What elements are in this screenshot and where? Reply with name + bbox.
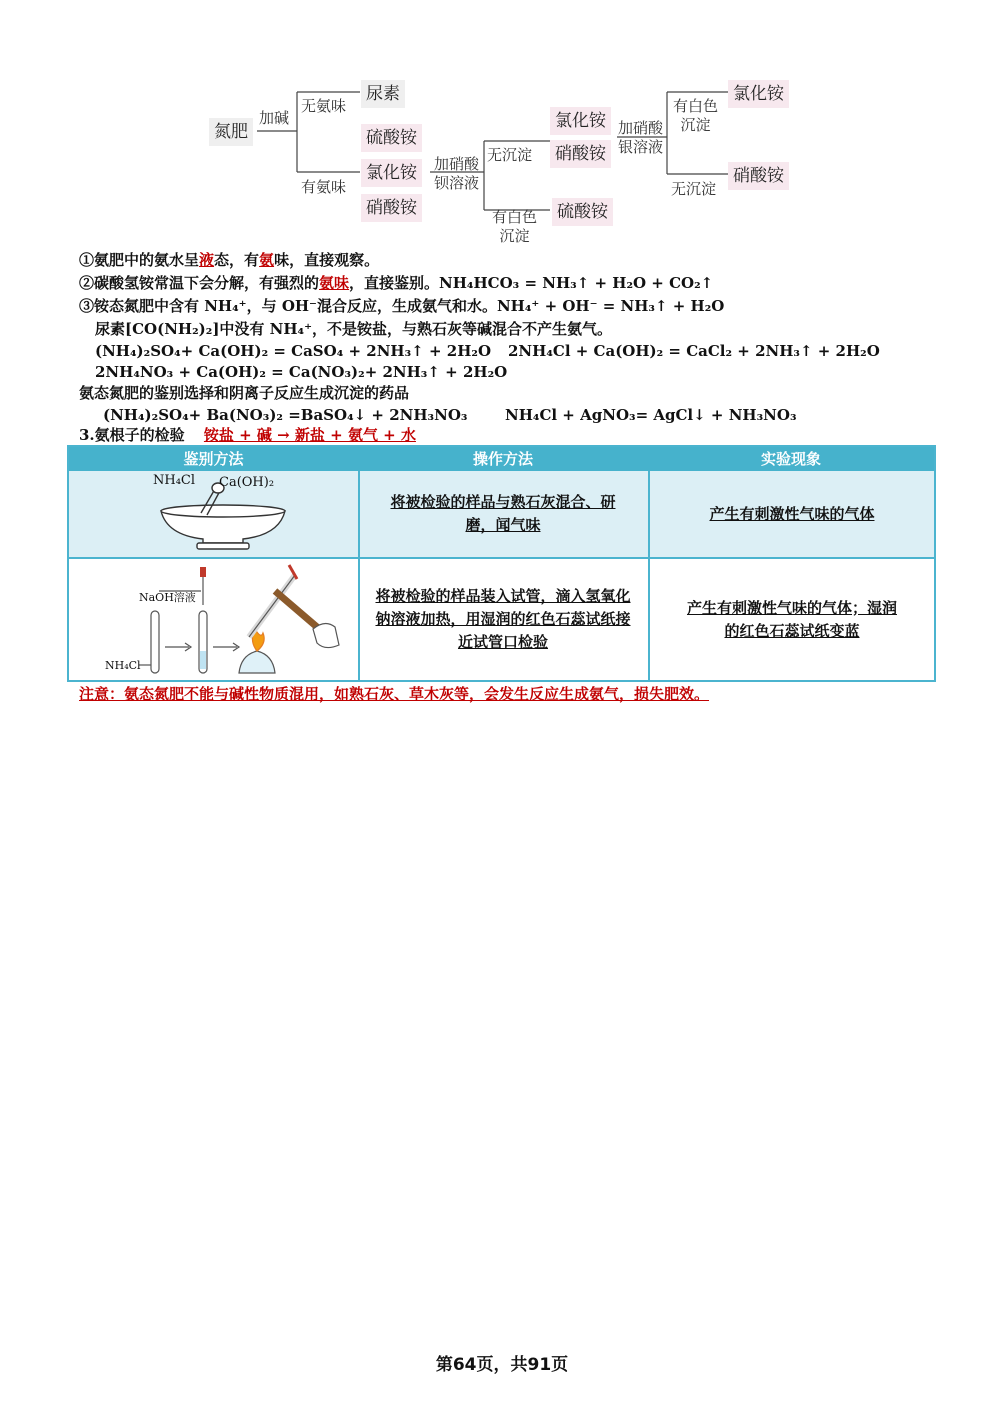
line2-highlight: 氨味: [319, 274, 350, 292]
text-line-8a: (NH₄)₂SO₄+ Ba(NO₃)₂ =BaSO₄↓ + 2NH₃NO₃: [103, 406, 468, 424]
text-line-7: 氨态氮肥的鉴别选择和阴离子反应生成沉淀的药品: [79, 384, 410, 402]
line1-highlight-liquid: 液: [199, 251, 215, 269]
flow-add-bano3: [434, 155, 479, 193]
identification-table: [67, 445, 936, 682]
flow-add-agno3-line2: 银溶液: [618, 138, 664, 156]
flow-chloride-2: 氯化铵: [550, 107, 611, 135]
table-header-phenomenon: 实验现象: [760, 450, 821, 468]
mortar-label-nh4cl: NH₄Cl: [153, 473, 196, 488]
text-line-8b: NH₄Cl + AgNO₃= AgCl↓ + NH₃NO₃: [505, 406, 797, 424]
row2-operation-text: 将被检验的样品装入试管，滴入氢氧化钠溶液加热，用湿润的红色石蕊试纸接近试管口检验: [375, 587, 631, 651]
row2-phenomenon: [650, 559, 934, 680]
row1-phenomenon: [650, 471, 934, 557]
flow-chloride-3: 氯化铵: [728, 80, 789, 108]
line1-part-a: ①氨肥中的氨水呈: [79, 251, 200, 269]
line9-heading: 3.氨根子的检验: [79, 426, 185, 444]
test-tube-apparatus-image: [99, 561, 349, 679]
apparatus-label-nh4cl: NH₄Cl: [105, 659, 141, 672]
text-line-5b: 2NH₄Cl + Ca(OH)₂ = CaCl₂ + 2NH₃↑ + 2H₂O: [508, 342, 880, 360]
text-line-5a: (NH₄)₂SO₄+ Ca(OH)₂ = CaSO₄ + 2NH₃↑ + 2H₂O: [95, 342, 492, 360]
table-header-method: 鉴别方法: [183, 450, 244, 468]
line1-part-e: 味，直接观察。: [274, 251, 380, 269]
text-line-4: 尿素[CO(NH₂)₂]中没有 NH₄⁺，不是铵盐，与熟石灰等碱混合不产生氨气。: [95, 320, 613, 338]
text-line-9: [79, 425, 416, 445]
mortar-pestle-image: [143, 473, 303, 555]
table-divider-1: [358, 471, 360, 680]
table-header-operation: 操作方法: [472, 450, 533, 468]
flow-chloride-1: 氯化铵: [361, 159, 422, 187]
row1-operation-text: 将被检验的样品与熟石灰混合、研磨，闻气味: [390, 493, 616, 534]
flow-nitrate-1: 硝酸铵: [361, 194, 422, 222]
row1-phenomenon-text: 产生有刺激性气味的气体: [709, 504, 875, 523]
flow-sulfate-2: 硫酸铵: [552, 198, 613, 226]
line9-reaction-summary: 铵盐 + 碱 → 新盐 + 氨气 + 水: [203, 426, 416, 444]
flow-white-ppt-2-line1: 有白色: [673, 97, 719, 115]
apparatus-label-naoh: NaOH溶液: [139, 591, 196, 604]
flow-urea: 尿素: [361, 80, 405, 108]
row2-phenomenon-text: 产生有刺激性气味的气体；湿润的红色石蕊试纸变蓝: [686, 598, 897, 640]
flow-white-ppt-2-line2: 沉淀: [680, 116, 711, 134]
flow-no-ppt-1: 无沉淀: [487, 146, 533, 164]
text-line-3: ③铵态氮肥中含有 NH₄⁺，与 OH⁻混合反应，生成氨气和水。NH₄⁺ + OH⁻ = NH₃↑ + H₂O: [79, 297, 725, 315]
text-line-2: [79, 273, 713, 293]
flow-add-base: 加碱: [259, 109, 290, 127]
mortar-label-caoh2: Ca(OH)₂: [219, 475, 275, 490]
flow-root: 氮肥: [209, 118, 253, 146]
table-header: [69, 447, 934, 471]
flow-white-ppt-1-line2: 沉淀: [499, 227, 530, 245]
flow-add-bano3-line2: 钡溶液: [434, 174, 480, 192]
flow-no-ppt-2: 无沉淀: [671, 180, 717, 198]
text-line-1: [79, 250, 379, 270]
page-number: 第64页，共91页: [435, 1355, 569, 1375]
flow-white-ppt-1: [492, 208, 537, 246]
table-row: [69, 559, 934, 680]
flow-add-agno3-line1: 加硝酸: [618, 119, 664, 137]
line2-part-c: ，直接鉴别。NH₄HCO₃ = NH₃↑ + H₂O + CO₂↑: [349, 274, 714, 292]
flow-white-ppt-2: [673, 97, 718, 135]
table-divider-2: [648, 471, 650, 680]
line1-part-c: 态，有: [214, 251, 260, 269]
table-row: [69, 471, 934, 559]
row1-operation: [360, 471, 646, 557]
line2-part-a: ②碳酸氢铵常温下会分解，有强烈的: [79, 274, 320, 292]
flow-white-ppt-1-line1: 有白色: [492, 208, 538, 226]
flow-add-bano3-line1: 加硝酸: [434, 155, 480, 173]
row2-operation: [360, 559, 646, 680]
flow-sulfate-1: 硫酸铵: [361, 124, 422, 152]
line1-highlight-ammonia: 氨: [259, 251, 275, 269]
flow-no-ammonia: 无氨味: [301, 97, 347, 115]
flow-has-ammonia: 有氨味: [301, 178, 347, 196]
flow-nitrate-2: 硝酸铵: [550, 140, 611, 168]
text-line-6: 2NH₄NO₃ + Ca(OH)₂ = Ca(NO₃)₂+ 2NH₃↑ + 2H₂O: [95, 363, 508, 381]
flow-add-agno3: [618, 119, 663, 157]
flow-nitrate-3: 硝酸铵: [728, 162, 789, 190]
warning-note: 注意：氨态氮肥不能与碱性物质混用，如熟石灰、草木灰等，会发生反应生成氨气，损失肥效。: [79, 685, 710, 703]
